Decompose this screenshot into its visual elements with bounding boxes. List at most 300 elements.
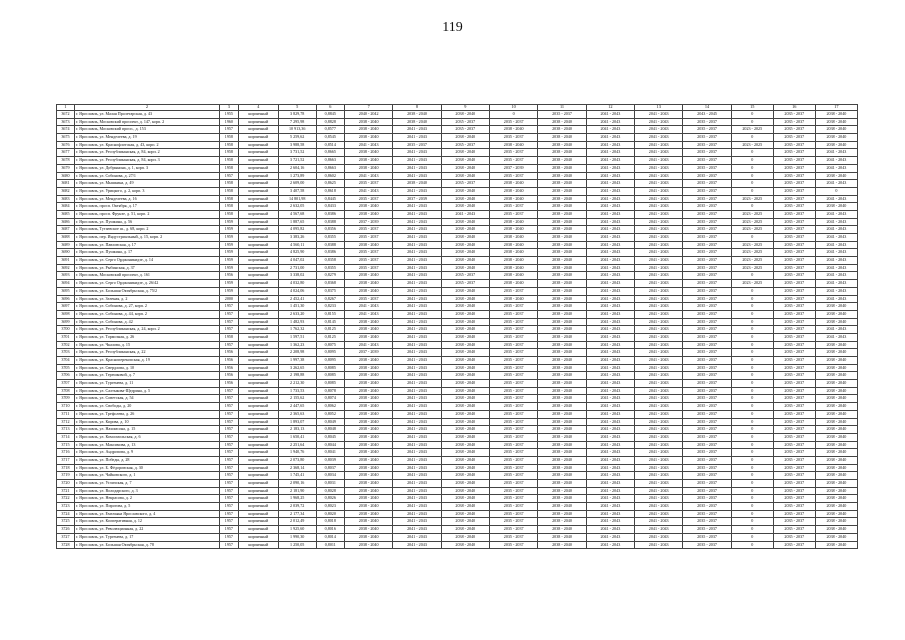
table-cell: 2035 - 2037: [683, 341, 731, 349]
table-cell: 2035 - 2037: [683, 210, 731, 218]
table-cell: 2038 - 2040: [538, 372, 586, 380]
table-cell: 2041 - 2043: [586, 410, 634, 418]
table-cell: кирпичный: [238, 218, 278, 226]
table-cell: 2041 - 2043: [586, 210, 634, 218]
table-cell: 1957: [219, 395, 238, 403]
table-cell: 2038 - 2040: [815, 303, 857, 311]
table-cell: 2038 - 2040: [815, 410, 857, 418]
table-cell: 3725: [57, 518, 75, 526]
column-number-cell: 17: [815, 105, 857, 111]
table-row: [57, 280, 858, 288]
table-cell: 3716: [57, 449, 75, 457]
table-cell: 2041 - 2043: [586, 372, 634, 380]
table-cell: кирпичный: [238, 264, 278, 272]
table-row: [57, 364, 858, 372]
table-cell: 2035 - 2037: [683, 495, 731, 503]
table-cell: 2038 - 2040: [441, 487, 489, 495]
table-cell: 2035 - 2037: [773, 111, 815, 119]
address-cell: г. Ярославль, ул. Серго Орджоникидзе, д. 14: [74, 257, 219, 265]
table-cell: 3697: [57, 303, 75, 311]
table-cell: 0,8625: [316, 180, 344, 188]
table-cell: 0,8577: [316, 126, 344, 134]
table-cell: 2038 - 2040: [441, 426, 489, 434]
table-cell: кирпичный: [238, 533, 278, 541]
table-cell: 2041 - 2043: [393, 257, 441, 265]
table-cell: 2038 - 2040: [441, 157, 489, 165]
table-cell: кирпичный: [238, 487, 278, 495]
table-cell: 2035 - 2037: [683, 218, 731, 226]
table-cell: 0: [731, 387, 773, 395]
table-cell: 2035 - 2037: [490, 210, 538, 218]
table-cell: 2035 - 2037: [773, 487, 815, 495]
table-cell: 2035 - 2037: [683, 364, 731, 372]
table-cell: кирпичный: [238, 441, 278, 449]
table-cell: кирпичный: [238, 372, 278, 380]
column-number-cell: 10: [490, 105, 538, 111]
table-cell: 2035 - 2037: [773, 126, 815, 134]
table-cell: 2038 - 2040: [344, 426, 392, 434]
table-cell: 2 633,20: [278, 310, 316, 318]
table-cell: кирпичный: [238, 295, 278, 303]
table-cell: 3718: [57, 464, 75, 472]
table-cell: 2041 - 2043: [393, 533, 441, 541]
table-cell: 2038 - 2040: [538, 541, 586, 549]
table-cell: 0,8016: [316, 526, 344, 534]
table-cell: кирпичный: [238, 303, 278, 311]
table-cell: 2035 - 2037: [683, 287, 731, 295]
table-cell: 2041 - 2043: [393, 241, 441, 249]
table-cell: 2041 - 2043: [586, 456, 634, 464]
table-cell: 2038 - 2040: [441, 510, 489, 518]
table-cell: 2037 - 2039: [393, 195, 441, 203]
address-cell: г. Ярославль, ул. Собинова, д. 27, корп. 2: [74, 303, 219, 311]
table-cell: 1957: [219, 441, 238, 449]
table-cell: 2035 - 2037: [490, 403, 538, 411]
table-row: [57, 403, 858, 411]
table-cell: кирпичный: [238, 280, 278, 288]
table-cell: 0: [731, 134, 773, 142]
table-cell: 2 604,16: [278, 164, 316, 172]
table-cell: 2041 - 2043: [635, 341, 683, 349]
table-cell: 2041 - 2043: [586, 495, 634, 503]
table-cell: 2038 - 2040: [815, 318, 857, 326]
table-cell: 1956: [219, 364, 238, 372]
table-cell: 2 073,80: [278, 456, 316, 464]
table-cell: 3 731,52: [278, 149, 316, 157]
table-cell: 2038 - 2040: [441, 341, 489, 349]
table-cell: 2041 - 2043: [586, 257, 634, 265]
table-cell: кирпичный: [238, 426, 278, 434]
table-cell: 1 650,41: [278, 433, 316, 441]
table-cell: 0: [731, 487, 773, 495]
table-cell: 1959: [219, 280, 238, 288]
table-cell: 2038 - 2040: [344, 380, 392, 388]
table-cell: 0,8011: [316, 541, 344, 549]
table-row: [57, 180, 858, 188]
table-cell: 2038 - 2040: [815, 357, 857, 365]
table-cell: 3686: [57, 218, 75, 226]
table-cell: 2038 - 2040: [538, 180, 586, 188]
table-cell: 2035 - 2037: [490, 464, 538, 472]
table-cell: 2038 - 2040: [538, 387, 586, 395]
table-row: [57, 480, 858, 488]
table-cell: 2041 - 2043: [635, 503, 683, 511]
table-cell: 2038 - 2040: [538, 418, 586, 426]
table-cell: 2035 - 2037: [490, 357, 538, 365]
table-cell: 2 012,49: [278, 518, 316, 526]
table-cell: 2 155,62: [278, 395, 316, 403]
table-cell: 1956: [219, 349, 238, 357]
table-cell: 2035 - 2037: [683, 195, 731, 203]
table-row: [57, 341, 858, 349]
address-cell: г. Ярославль, ул. Максимова, д. 13: [74, 441, 219, 449]
table-cell: 1 997,38: [278, 357, 316, 365]
table-cell: 2038 - 2040: [490, 241, 538, 249]
table-cell: 0,8267: [316, 295, 344, 303]
table-cell: 0,8020: [316, 510, 344, 518]
table-cell: 3717: [57, 456, 75, 464]
table-cell: 2038 - 2040: [344, 164, 392, 172]
table-cell: 2041 - 2043: [393, 433, 441, 441]
table-cell: кирпичный: [238, 449, 278, 457]
table-cell: 2041 - 2043: [393, 380, 441, 388]
table-cell: 2038 - 2040: [441, 464, 489, 472]
table-cell: 1956: [219, 372, 238, 380]
table-cell: 2041 - 2043: [815, 272, 857, 280]
table-cell: 2041 - 2043: [635, 441, 683, 449]
table-row: [57, 426, 858, 434]
table-cell: 2038 - 2040: [538, 326, 586, 334]
table-cell: 2041 - 2043: [586, 118, 634, 126]
table-cell: 2041 - 2043: [635, 364, 683, 372]
table-row: [57, 456, 858, 464]
table-cell: 2038 - 2040: [490, 218, 538, 226]
table-row: [57, 111, 858, 119]
table-cell: 2035 - 2037: [773, 349, 815, 357]
table-cell: 2035 - 2037: [490, 510, 538, 518]
table-cell: кирпичный: [238, 395, 278, 403]
table-cell: 2035 - 2037: [344, 249, 392, 257]
table-cell: 2035 - 2037: [683, 526, 731, 534]
table-cell: 2035 - 2037: [490, 149, 538, 157]
table-cell: 2038 - 2040: [538, 456, 586, 464]
table-cell: 0: [731, 495, 773, 503]
table-cell: 2038 - 2040: [815, 533, 857, 541]
table-cell: 2038 - 2040: [538, 349, 586, 357]
table-cell: 2038 - 2040: [441, 257, 489, 265]
table-row: [57, 203, 858, 211]
table-cell: 1959: [219, 257, 238, 265]
address-cell: г. Ярославль, ул. Свободы, д. 20: [74, 403, 219, 411]
table-cell: 2035 - 2037: [773, 387, 815, 395]
table-cell: 3701: [57, 333, 75, 341]
table-cell: 7 295,98: [278, 118, 316, 126]
table-cell: 1 745,41: [278, 472, 316, 480]
table-cell: 2038 - 2040: [538, 533, 586, 541]
address-cell: г. Ярославль, ул. Краснофлотская, д. 43, корп. 2: [74, 141, 219, 149]
table-cell: 2038 - 2040: [538, 195, 586, 203]
table-cell: 1957: [219, 310, 238, 318]
table-cell: 2 447,65: [278, 403, 316, 411]
table-cell: кирпичный: [238, 226, 278, 234]
column-number-cell: 6: [316, 105, 344, 111]
table-cell: 2038 - 2040: [538, 210, 586, 218]
table-cell: 2041 - 2043: [586, 357, 634, 365]
table-cell: 2035 - 2037: [683, 234, 731, 242]
table-cell: 2041 - 2043: [635, 195, 683, 203]
table-cell: 2038 - 2040: [815, 310, 857, 318]
table-cell: 2041 - 2043: [635, 472, 683, 480]
table-cell: 2038 - 2040: [344, 441, 392, 449]
table-cell: 2035 - 2037: [773, 518, 815, 526]
table-cell: 0: [731, 357, 773, 365]
table-cell: 2038 - 2040: [490, 272, 538, 280]
table-cell: 2041 - 2043: [393, 187, 441, 195]
table-cell: 3692: [57, 264, 75, 272]
table-cell: 2041 - 2043: [635, 280, 683, 288]
table-cell: 2038 - 2040: [815, 441, 857, 449]
table-cell: 2041 - 2043: [635, 264, 683, 272]
table-cell: 0,8375: [316, 287, 344, 295]
table-cell: 2038 - 2040: [393, 111, 441, 119]
table-cell: 2038 - 2040: [441, 172, 489, 180]
table-cell: 2041 - 2043: [393, 495, 441, 503]
column-number-cell: 7: [344, 105, 392, 111]
table-row: [57, 287, 858, 295]
table-cell: 1957: [219, 480, 238, 488]
table-cell: 2035 - 2037: [344, 257, 392, 265]
table-cell: 2041 - 2043: [815, 241, 857, 249]
table-cell: 2035 - 2037: [683, 518, 731, 526]
address-cell: г. Ярославль, ул. Серго Орджоникидзе, д. 26/42: [74, 280, 219, 288]
table-cell: 0: [731, 426, 773, 434]
address-cell: г. Ярославль, ул. Тормозная, д. 26: [74, 333, 219, 341]
table-cell: 2035 - 2037: [773, 503, 815, 511]
table-cell: 2 452,41: [278, 295, 316, 303]
table-cell: 0,8358: [316, 257, 344, 265]
table-cell: 2041 - 2043: [393, 333, 441, 341]
table-cell: кирпичный: [238, 126, 278, 134]
table-cell: 2035 - 2037: [683, 157, 731, 165]
table-cell: 2041 - 2043: [586, 234, 634, 242]
table-cell: 2023 - 2025: [731, 280, 773, 288]
table-cell: 2038 - 2040: [490, 234, 538, 242]
table-cell: 2041 - 2043: [635, 526, 683, 534]
table-cell: 2035 - 2037: [683, 134, 731, 142]
table-cell: 3704: [57, 357, 75, 365]
table-cell: 0: [731, 372, 773, 380]
table-cell: 0: [815, 187, 857, 195]
table-cell: 2035 - 2037: [773, 510, 815, 518]
address-cell: г. Ярославль, Московский проспект, д. 161: [74, 272, 219, 280]
table-cell: 2035 - 2037: [773, 418, 815, 426]
table-cell: 2041 - 2043: [586, 295, 634, 303]
table-cell: 0,8041: [316, 449, 344, 457]
table-cell: 2038 - 2040: [490, 249, 538, 257]
table-cell: 2041 - 2043: [393, 272, 441, 280]
table-cell: 2041 - 2043: [393, 518, 441, 526]
table-cell: 2035 - 2037: [683, 456, 731, 464]
table-cell: 2038 - 2040: [538, 480, 586, 488]
table-cell: 2041 - 2043: [635, 157, 683, 165]
table-cell: 2038 - 2040: [538, 249, 586, 257]
table-row: [57, 418, 858, 426]
table-cell: 2038 - 2040: [538, 464, 586, 472]
table-cell: 2038 - 2040: [441, 518, 489, 526]
column-number-cell: 3: [219, 105, 238, 111]
table-cell: 2041 - 2043: [586, 395, 634, 403]
table-cell: 0: [731, 441, 773, 449]
table-cell: 2041 - 2043: [393, 510, 441, 518]
table-cell: 2035 - 2037: [683, 449, 731, 457]
table-cell: 1959: [219, 218, 238, 226]
table-row: [57, 149, 858, 157]
table-cell: 0,8514: [316, 141, 344, 149]
table-cell: 2038 - 2040: [815, 433, 857, 441]
column-number-cell: 15: [731, 105, 773, 111]
table-cell: 3694: [57, 280, 75, 288]
table-cell: 2035 - 2037: [773, 395, 815, 403]
table-cell: 1 733,53: [278, 387, 316, 395]
table-cell: 2041 - 2043: [344, 341, 392, 349]
table-cell: 2041 - 2043: [635, 326, 683, 334]
table-cell: 2035 - 2037: [773, 310, 815, 318]
table-cell: 1 990,30: [278, 533, 316, 541]
table-cell: 2035 - 2037: [683, 187, 731, 195]
table-cell: 2041 - 2043: [586, 480, 634, 488]
table-row: [57, 380, 858, 388]
table-cell: 2041 - 2043: [635, 149, 683, 157]
table-cell: 2038 - 2040: [344, 272, 392, 280]
table-cell: 2035 - 2037: [490, 134, 538, 142]
table-cell: 2035 - 2037: [683, 141, 731, 149]
table-cell: 2041 - 2043: [393, 149, 441, 157]
table-cell: 2041 - 2043: [586, 472, 634, 480]
table-cell: кирпичный: [238, 272, 278, 280]
table-cell: 2038 - 2040: [344, 149, 392, 157]
table-cell: 2041 - 2043: [815, 280, 857, 288]
table-cell: 0,8048: [316, 426, 344, 434]
table-cell: 2035 - 2037: [490, 380, 538, 388]
table-cell: 2041 - 2043: [393, 364, 441, 372]
table-cell: 2035 - 2037: [683, 172, 731, 180]
table-cell: 2041 - 2043: [586, 541, 634, 549]
table-cell: 0: [731, 503, 773, 511]
table-cell: 3682: [57, 187, 75, 195]
table-cell: 2038 - 2040: [538, 426, 586, 434]
table-cell: 2035 - 2037: [683, 280, 731, 288]
table-cell: 2035 - 2037: [773, 149, 815, 157]
table-cell: 0,8433: [316, 203, 344, 211]
table-cell: 2041 - 2043: [815, 287, 857, 295]
table-cell: 2035 - 2037: [490, 310, 538, 318]
table-cell: 2038 - 2040: [441, 357, 489, 365]
table-cell: 2038 - 2040: [490, 257, 538, 265]
table-cell: 1957: [219, 172, 238, 180]
table-cell: 1957: [219, 464, 238, 472]
table-cell: 0: [731, 410, 773, 418]
table-cell: 2041 - 2043: [586, 287, 634, 295]
table-cell: 2038 - 2040: [344, 410, 392, 418]
table-row: [57, 210, 858, 218]
table-cell: 2041 - 2043: [635, 164, 683, 172]
table-cell: 1957: [219, 303, 238, 311]
table-cell: 2038 - 2040: [538, 257, 586, 265]
table-cell: 3685: [57, 210, 75, 218]
table-cell: 2038 - 2040: [815, 480, 857, 488]
address-cell: г. Ярославль, Московский проспект, д. 147, корп. 2: [74, 118, 219, 126]
table-cell: 2041 - 2043: [393, 464, 441, 472]
table-cell: 3 829,78: [278, 111, 316, 119]
table-cell: 3684: [57, 203, 75, 211]
table-cell: 1957: [219, 518, 238, 526]
table-cell: 2023 - 2025: [731, 210, 773, 218]
table-cell: 2038 - 2040: [490, 264, 538, 272]
table-cell: 2035 - 2037: [490, 172, 538, 180]
table-cell: 0,8078: [316, 387, 344, 395]
table-cell: 2041 - 2043: [635, 310, 683, 318]
table-cell: 2038 - 2040: [441, 418, 489, 426]
table-cell: 1957: [219, 495, 238, 503]
table-cell: 2040 - 2042: [344, 111, 392, 119]
table-cell: 2035 - 2037: [773, 403, 815, 411]
table-cell: 0,8828: [316, 118, 344, 126]
table-cell: 1 887,65: [278, 218, 316, 226]
table-row: [57, 126, 858, 134]
table-cell: 2035 - 2037: [773, 380, 815, 388]
table-cell: 2041 - 2043: [635, 134, 683, 142]
table-cell: 2041 - 2043: [393, 164, 441, 172]
table-cell: 2038 - 2040: [344, 126, 392, 134]
table-cell: 2038 - 2040: [344, 326, 392, 334]
table-row: [57, 526, 858, 534]
table-cell: 2038 - 2040: [815, 372, 857, 380]
table-cell: 2041 - 2043: [393, 349, 441, 357]
table-cell: 3705: [57, 364, 75, 372]
table-cell: 3706: [57, 372, 75, 380]
table-cell: 2038 - 2040: [393, 118, 441, 126]
table-cell: 3696: [57, 295, 75, 303]
table-cell: 1958: [219, 149, 238, 157]
table-cell: 2038 - 2040: [538, 203, 586, 211]
table-cell: 3675: [57, 134, 75, 142]
table-cell: 1960: [219, 118, 238, 126]
table-cell: 2041 - 2043: [815, 264, 857, 272]
table-cell: 2035 - 2037: [490, 541, 538, 549]
table-cell: 0,8388: [316, 218, 344, 226]
table-cell: 1957: [219, 526, 238, 534]
table-cell: 3681: [57, 180, 75, 188]
table-cell: 2038 - 2040: [344, 287, 392, 295]
table-cell: 0: [731, 303, 773, 311]
table-body: [57, 105, 858, 549]
table-cell: 2038 - 2040: [344, 487, 392, 495]
table-cell: 2038 - 2040: [441, 410, 489, 418]
table-cell: 2023 - 2025: [731, 218, 773, 226]
table-cell: 2035 - 2037: [773, 541, 815, 549]
table-cell: 2041 - 2043: [635, 333, 683, 341]
table-cell: 1959: [219, 264, 238, 272]
table-cell: 1957: [219, 503, 238, 511]
table-cell: 2041 - 2043: [586, 249, 634, 257]
table-cell: 2035 - 2037: [683, 387, 731, 395]
address-cell: г. Ярославль, ул. Урицкого, д. 2, корп. 3: [74, 187, 219, 195]
address-cell: г. Ярославль, ул. Свердлова, д. 10: [74, 364, 219, 372]
table-cell: 1 968,25: [278, 495, 316, 503]
table-cell: кирпичный: [238, 187, 278, 195]
table-cell: 2038 - 2040: [538, 126, 586, 134]
table-cell: 2038 - 2040: [815, 503, 857, 511]
